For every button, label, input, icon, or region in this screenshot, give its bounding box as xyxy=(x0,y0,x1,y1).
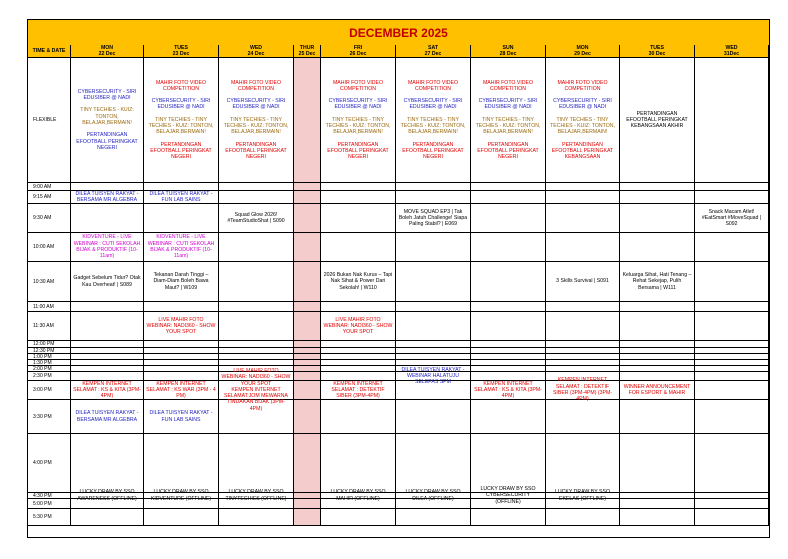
time-slot: 2:00 PM xyxy=(28,366,71,372)
event-cell xyxy=(620,58,695,183)
time-slot: 12:00 PM xyxy=(28,341,71,348)
event-cell xyxy=(396,489,471,502)
grid-cell xyxy=(695,262,769,302)
event-cell xyxy=(144,312,219,341)
event-text: TINY TECHIES - TINY TECHIES - KUIZ: TONTON, BELAJAR,BERMAIN! xyxy=(325,116,391,136)
grid-cell xyxy=(144,434,219,493)
grid-cell xyxy=(396,509,471,526)
time-slot: 5:00 PM xyxy=(28,499,71,509)
grid-cell xyxy=(321,233,396,262)
day-name: WED xyxy=(725,45,738,51)
grid-cell xyxy=(546,400,620,434)
grid-cell xyxy=(620,400,695,434)
time-slot: 4:00 PM xyxy=(28,434,71,493)
grid-cell xyxy=(546,312,620,341)
grid-cell xyxy=(471,204,546,233)
day-date: 22 Dec xyxy=(98,51,116,57)
grid-cell xyxy=(321,191,396,204)
day-name: TUES xyxy=(174,45,188,51)
event-cell xyxy=(71,58,144,183)
event-text: PERTANDINGAN EFOOTBALL PERINGKAT KEBANGSAAN AKHIR xyxy=(626,110,688,130)
grid-cell xyxy=(396,233,471,262)
event-cell xyxy=(219,58,294,183)
grid-cell xyxy=(546,434,620,493)
grid-cell xyxy=(471,341,546,348)
event-text: KEMPEN INTERNET SELAMAT : KS & KITA (3PM-4PM) xyxy=(474,380,542,400)
event-text: CYBERSECURITY - SIRI EDUSIBER @ NADI xyxy=(226,98,286,111)
event-text: LUCKY DRAW BY SSO KIDVENTURE (OFFLINE) xyxy=(150,489,212,502)
grid-cell xyxy=(471,434,546,493)
event-cell xyxy=(321,58,396,183)
event-text: DILEA TUISYEN RAKYAT - FUN LAB SAINS xyxy=(149,190,213,203)
holiday-cell xyxy=(294,434,321,493)
event-cell xyxy=(396,204,471,233)
grid-cell xyxy=(321,509,396,526)
event-cell xyxy=(71,489,144,502)
event-cell xyxy=(144,262,219,302)
event-cell xyxy=(144,191,219,204)
event-text: CYBERSECURITY - SIRI EDUSIBER @ NADI xyxy=(478,98,538,111)
grid-cell xyxy=(71,434,144,493)
day-header xyxy=(620,45,695,58)
event-text: TINY TECHIES - TINY TECHIES - KUIZ: TONTON, BELAJAR,BERMAIN! xyxy=(223,116,289,136)
day-name: TUES xyxy=(650,45,664,51)
grid-cell xyxy=(219,302,294,312)
day-header xyxy=(695,45,769,58)
grid-cell xyxy=(695,341,769,348)
grid-cell xyxy=(695,372,769,381)
grid-cell xyxy=(219,509,294,526)
grid-cell xyxy=(546,183,620,191)
day-header xyxy=(144,45,219,58)
day-name: SAT xyxy=(428,45,438,51)
event-text: PERTANDINGAN EFOOTBALL PERINGKAT NEGERI xyxy=(150,141,212,161)
event-cell xyxy=(546,377,620,403)
grid-cell xyxy=(396,434,471,493)
grid-cell xyxy=(71,204,144,233)
grid-cell xyxy=(219,312,294,341)
grid-cell xyxy=(546,233,620,262)
day-name: FRI xyxy=(353,45,363,51)
grid-cell xyxy=(620,499,695,509)
grid-cell xyxy=(695,499,769,509)
day-date: 25 Dec xyxy=(298,51,316,57)
event-cell xyxy=(321,262,396,302)
event-text: LUCKY DRAW BY SSO MAHIR (OFFLINE) xyxy=(330,489,386,502)
event-text: LUCKY DRAW BY SSO DILEA (OFFLINE) xyxy=(405,489,461,502)
event-text: KIDVENTURE - LIVE WEBINAR : CUTI SEKOLAH BIJAK & PRODUKTIF (10-11am) xyxy=(73,234,141,260)
time-slot: 3:30 PM xyxy=(28,400,71,434)
event-cell xyxy=(471,486,546,505)
event-text: 3 Skills Survival | S091 xyxy=(556,278,609,285)
event-text: MAHIR FOTO VIDEO COMPETITION xyxy=(482,79,534,92)
grid-cell xyxy=(620,183,695,191)
day-header xyxy=(471,45,546,58)
grid-cell xyxy=(71,341,144,348)
time-slot: 5:30 PM xyxy=(28,509,71,526)
grid-cell xyxy=(219,191,294,204)
grid-cell xyxy=(219,341,294,348)
grid-cell xyxy=(396,183,471,191)
grid-cell xyxy=(620,341,695,348)
event-text: LUCKY DRAW BY SSO AWARENESS (OFFLINE) xyxy=(77,489,137,502)
holiday-cell xyxy=(294,381,321,400)
event-text: Tekanan Darah Tinggi – Diam-Diam Boleh Bawa Maut? | W109 xyxy=(153,272,209,291)
grid-cell xyxy=(321,341,396,348)
event-cell xyxy=(71,262,144,302)
holiday-cell xyxy=(294,372,321,381)
day-date: 27 Dec xyxy=(424,51,442,57)
event-text: PERTANDINGAN EFOOTBALL PERINGKAT KEBANGSAAN xyxy=(551,141,614,161)
grid-cell xyxy=(695,233,769,262)
grid-cell xyxy=(695,400,769,434)
day-header xyxy=(321,45,396,58)
grid-cell xyxy=(695,434,769,493)
grid-cell xyxy=(219,183,294,191)
event-text: LUCKY DRAW BY SSO TINYTECHIES (OFFLINE) xyxy=(225,489,287,502)
holiday-cell xyxy=(294,262,321,302)
grid-cell xyxy=(471,302,546,312)
event-cell xyxy=(620,381,695,400)
event-text: KEMPEN INTERNET SELAMAT : DETEKTIF SIBER (3PM-4PM) xyxy=(331,380,385,400)
holiday-cell xyxy=(294,341,321,348)
event-text: 2026 Bukan Nak Kurus – Tapi Nak Sihat & Power Dari Sekolah! | W110 xyxy=(323,272,393,291)
time-slot: 9:15 AM xyxy=(28,191,71,204)
event-text: TINY TECHIES - KUIZ: TONTON, BELAJAR,BERMAIN! xyxy=(80,107,134,126)
day-date: 31Dec xyxy=(723,51,740,57)
day-header xyxy=(219,45,294,58)
day-date: 26 Dec xyxy=(349,51,367,57)
event-text: PERTANDINGAN EFOOTBALL PERINGKAT NEGERI xyxy=(327,141,389,161)
grid-cell xyxy=(144,204,219,233)
grid-cell xyxy=(620,302,695,312)
day-name: SUN xyxy=(502,45,514,51)
day-header xyxy=(294,45,321,58)
day-name: WED xyxy=(249,45,263,51)
grid-cell xyxy=(321,183,396,191)
time-slot: 11:30 AM xyxy=(28,312,71,341)
schedule-table xyxy=(27,19,770,538)
event-cell xyxy=(620,262,695,302)
event-text: MAHIR FOTO VIDEO COMPETITION xyxy=(407,79,459,92)
event-text: CYBERSECURITY - SIRI EDUSIBER @ NADI xyxy=(553,98,612,111)
event-cell xyxy=(71,191,144,204)
event-cell xyxy=(71,233,144,262)
grid-cell xyxy=(620,509,695,526)
grid-cell xyxy=(546,204,620,233)
event-text: Keluarga Sihat, Hati Tenang – Rehat Sekejap, Pulih Bersama | W111 xyxy=(622,272,692,291)
grid-cell xyxy=(695,381,769,400)
event-cell xyxy=(695,204,769,233)
time-slot: 2:30 PM xyxy=(28,372,71,381)
grid-cell xyxy=(471,312,546,341)
grid-cell xyxy=(546,302,620,312)
grid-cell xyxy=(144,509,219,526)
grid-cell xyxy=(695,191,769,204)
grid-cell xyxy=(546,191,620,204)
grid-cell xyxy=(219,233,294,262)
grid-cell xyxy=(620,204,695,233)
holiday-cell xyxy=(294,191,321,204)
event-cell xyxy=(546,489,620,502)
event-cell xyxy=(219,489,294,502)
event-text: PERTANDINGAN EFOOTBALL PERINGKAT NEGERI xyxy=(477,141,539,161)
time-slot: 3:00 PM xyxy=(28,381,71,400)
grid-cell xyxy=(471,233,546,262)
holiday-cell xyxy=(294,183,321,191)
day-date: 23 Dec xyxy=(172,51,190,57)
event-text: DILEA TUISYEN RAKYAT - FUN LAB SAINS xyxy=(149,410,213,423)
grid-cell xyxy=(396,262,471,302)
event-text: LUCKY DRAW BY SSO CYBERSECURITY (OFFLINE) xyxy=(480,486,536,505)
grid-cell xyxy=(321,302,396,312)
day-header xyxy=(71,45,144,58)
grid-cell xyxy=(620,233,695,262)
grid-cell xyxy=(144,302,219,312)
time-slot: 12:30 PM xyxy=(28,348,71,354)
grid-cell xyxy=(321,400,396,434)
grid-cell xyxy=(695,509,769,526)
holiday-cell xyxy=(294,312,321,341)
event-cell xyxy=(71,400,144,434)
grid-cell xyxy=(620,434,695,493)
schedule-title: DECEMBER 2025 xyxy=(28,20,769,46)
event-text: Gadget Sebelum Tidur? Otak Kau Overheat! | S089 xyxy=(73,275,141,288)
event-text: DILEA TUISYEN RAKYAT - WEBINAR HALATUJU SELEPAS SPM xyxy=(401,366,465,386)
event-text: MAHIR FOTO VIDEO COMPETITION xyxy=(332,79,384,92)
grid-cell xyxy=(396,191,471,204)
grid-cell xyxy=(396,312,471,341)
event-text: KEMPEN INTERNET SELAMAT : KS WAR (3PM - 4 PM) xyxy=(146,380,216,400)
time-slot: 1:00 PM xyxy=(28,354,71,360)
time-slot: 9:30 AM xyxy=(28,204,71,233)
time-slot: FLEXIBLE xyxy=(28,58,71,183)
time-slot: 4:30 PM xyxy=(28,493,71,499)
event-text: KIDVENTURE - LIVE WEBINAR : CUTI SEKOLAH BIJAK & PRODUKTIF (10-11am) xyxy=(147,234,215,260)
event-text: TINY TECHIES - TINY TECHIES - KUIZ: TONTON, BELAJAR,BERMAIN! xyxy=(475,116,541,136)
event-cell xyxy=(219,367,294,412)
grid-cell xyxy=(71,312,144,341)
grid-cell xyxy=(219,262,294,302)
grid-cell xyxy=(695,58,769,183)
event-text: MAHIR FOTO VIDEO COMPETITION xyxy=(557,79,608,92)
day-name: MON xyxy=(576,45,589,51)
event-text: PERTANDINGAN EFOOTBALL PERINGKAT NEGERI xyxy=(76,132,138,151)
event-text: MAHIR FOTO VIDEO COMPETITION xyxy=(230,79,282,92)
grid-cell xyxy=(620,191,695,204)
event-text: MAHIR FOTO VIDEO COMPETITION xyxy=(155,79,207,92)
grid-cell xyxy=(321,204,396,233)
grid-cell xyxy=(471,183,546,191)
event-text: CYBERSECURITY - SIRI EDUSIBER @ NADI xyxy=(77,88,137,102)
event-cell xyxy=(396,366,471,386)
event-cell xyxy=(471,381,546,400)
time-slot: 10:00 AM xyxy=(28,233,71,262)
event-text: WINNER ANNOUNCEMENT FOR ESPORT & MAHIR xyxy=(623,383,691,396)
grid-cell xyxy=(144,341,219,348)
grid-cell xyxy=(471,400,546,434)
grid-cell xyxy=(620,312,695,341)
event-text: LIVE MAHIR FOTO WEBINAR: NADI360 - SHOW YOUR SPOT xyxy=(323,316,393,336)
event-text: TINY TECHIES - TINY TECHIES - KUIZ: TONTON, BELAJAR,BERMAIN! xyxy=(550,116,615,136)
grid-cell xyxy=(471,262,546,302)
event-text: PERTANDINGAN EFOOTBALL PERINGKAT NEGERI xyxy=(225,141,287,161)
event-text: DILEA TUISYEN RAKYAT - BERSAMA MR ALGEBRA xyxy=(75,410,139,423)
day-name: MON xyxy=(100,45,114,51)
event-text: KEMPEN INTERNET SELAMAT : KS & KITA (3PM-4PM) xyxy=(73,380,141,400)
event-cell xyxy=(546,262,620,302)
event-cell xyxy=(321,489,396,502)
grid-cell xyxy=(471,191,546,204)
time-slot: 9:00 AM xyxy=(28,183,71,191)
event-text: DILEA TUISYEN RAKYAT - BERSAMA MR ALGEBRA xyxy=(75,190,139,203)
event-cell xyxy=(471,58,546,183)
grid-cell xyxy=(471,509,546,526)
day-header xyxy=(546,45,620,58)
holiday-cell xyxy=(294,302,321,312)
grid-cell xyxy=(396,302,471,312)
grid-cell xyxy=(695,312,769,341)
time-slot: 10:30 AM xyxy=(28,262,71,302)
event-cell xyxy=(144,489,219,502)
event-text: MOVE SQUAD EP3 | Tak Boleh Jatuh Challenge! Siapa Paling Stabil? | E069 xyxy=(398,208,468,228)
day-date: 28 Dec xyxy=(499,51,517,57)
event-cell xyxy=(396,58,471,183)
event-text: KEMPEN INTERNET SELAMAT : DETEKTIF SIBER (3PM-4PM) (3PM-4PM) xyxy=(552,377,613,403)
time-date-label: TIME & DATE xyxy=(32,48,66,54)
event-text: TINY TECHIES - TINY TECHIES - KUIZ: TONTON, BELAJAR,BERMAIN! xyxy=(400,116,466,136)
event-text: LIVE MAHIR FOTO WEBINAR: NADI360 - SHOW YOUR SPOT xyxy=(221,367,291,387)
time-slot: 11:00 AM xyxy=(28,302,71,312)
grid-cell xyxy=(219,434,294,493)
event-cell xyxy=(144,58,219,183)
holiday-cell xyxy=(294,509,321,526)
event-text: TINY TECHIES - TINY TECHIES - KUIZ: TONTON, BELAJAR,BERMAIN! xyxy=(148,116,214,136)
holiday-cell xyxy=(294,204,321,233)
grid-cell xyxy=(321,434,396,493)
event-text: KEMPEN INTERNET SELAMAT:JOM MEWARNA TINDAKAN BIJAK (3PM-4PM) xyxy=(224,386,288,412)
day-header xyxy=(396,45,471,58)
grid-cell xyxy=(620,372,695,381)
day-date: 24 Dec xyxy=(247,51,265,57)
event-cell xyxy=(321,381,396,400)
grid-cell xyxy=(71,302,144,312)
event-text: LIVE MAHIR FOTO WEBINAR: NADI360 - SHOW YOUR SPOT xyxy=(146,316,216,336)
event-text: CYBERSECURITY - SIRI EDUSIBER @ NADI xyxy=(403,98,463,111)
holiday-cell xyxy=(294,58,321,183)
event-cell xyxy=(144,233,219,262)
event-text: CYBERSECURITY - SIRI EDUSIBER @ NADI xyxy=(151,98,211,111)
grid-cell xyxy=(71,509,144,526)
grid-cell xyxy=(396,341,471,348)
event-cell xyxy=(546,58,620,183)
grid-cell xyxy=(695,183,769,191)
event-text: CYBERSECURITY - SIRI EDUSIBER @ NADI xyxy=(328,98,388,111)
grid-cell xyxy=(396,400,471,434)
event-cell xyxy=(219,204,294,233)
day-date: 30 Dec xyxy=(648,51,666,57)
event-text: LUCKY DRAW BY SSO EKELAS (OFFLINE) xyxy=(555,489,610,502)
time-slot: 1:30 PM xyxy=(28,360,71,366)
day-name: THUR xyxy=(299,45,315,51)
event-text: Snack Macam Atlet! #EatSmart #MoveSquad | S092 xyxy=(701,208,762,228)
holiday-cell xyxy=(294,499,321,509)
event-text: Squad Glow 2026! #TeamStudioShat | S090 xyxy=(227,211,285,224)
event-text: PERTANDINGAN EFOOTBALL PERINGKAT NEGERI xyxy=(402,141,464,161)
event-cell xyxy=(144,381,219,400)
grid-cell xyxy=(695,302,769,312)
day-date: 29 Dec xyxy=(574,51,591,57)
holiday-cell xyxy=(294,400,321,434)
time-date-header xyxy=(28,45,71,58)
event-cell xyxy=(144,400,219,434)
event-cell xyxy=(71,381,144,400)
grid-cell xyxy=(546,509,620,526)
event-cell xyxy=(321,312,396,341)
holiday-cell xyxy=(294,233,321,262)
grid-cell xyxy=(546,341,620,348)
